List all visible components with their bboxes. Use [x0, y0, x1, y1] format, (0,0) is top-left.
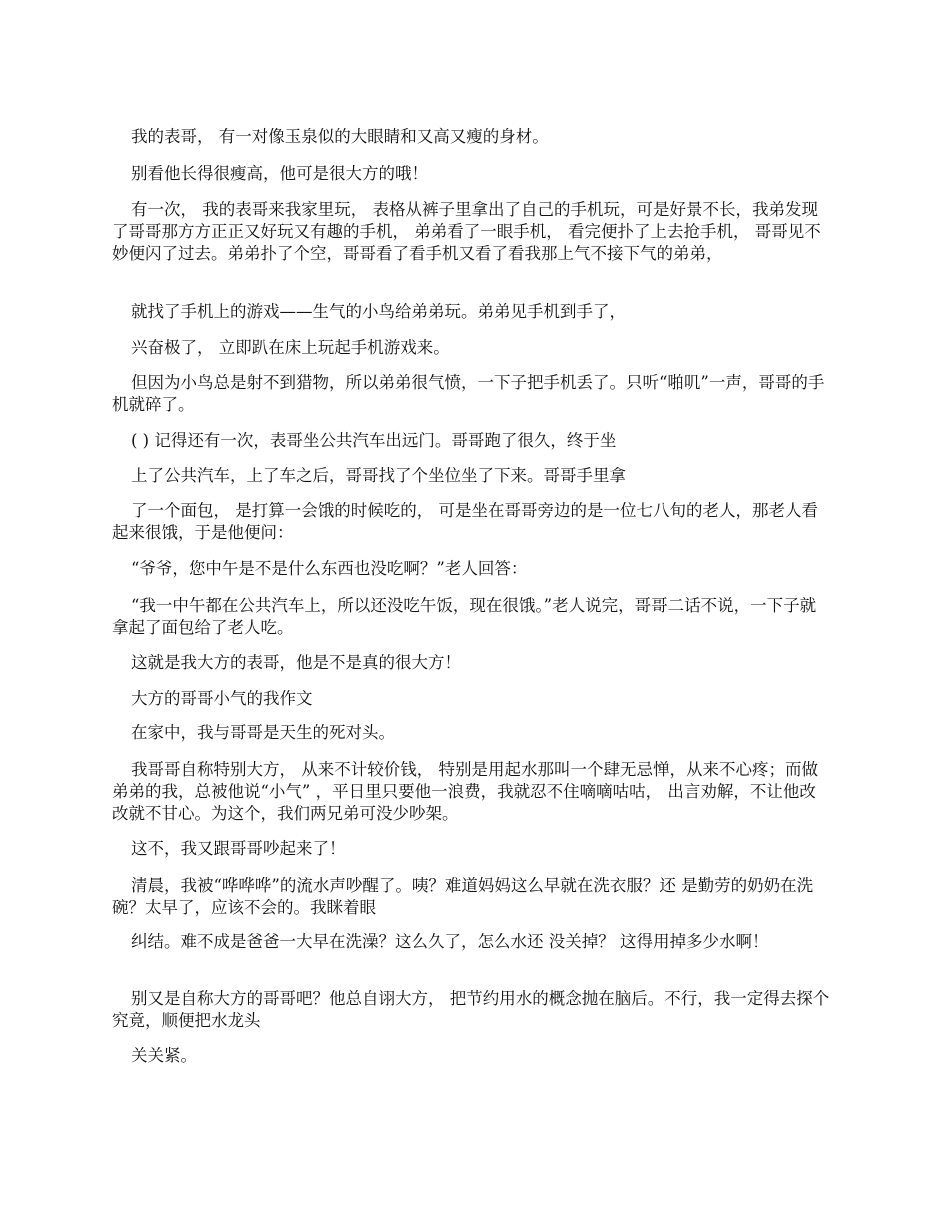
paragraph-10: “爷爷，您中午是不是什么东西也没吃啊？”老人回答：	[131, 559, 528, 578]
paragraph-20: 关关紧。	[131, 1046, 197, 1065]
paragraph-5: 兴奋极了， 立即趴在床上玩起手机游戏来。	[131, 338, 450, 357]
paragraph-6: 但因为小鸟总是射不到猎物，所以弟弟很气愤，一下子把手机丢了。只听“啪叽”一声，哥哥的手机就碎了。	[112, 373, 825, 414]
paragraph-4: 就找了手机上的游戏——生气的小鸟给弟弟玩。弟弟见手机到手了，	[131, 302, 626, 321]
paragraph-3: 有一次， 我的表哥来我家里玩， 表格从裤子里拿出了自己的手机玩，可是好景不长，我弟发现了哥哥那方方正正又好玩又有趣的手机， 弟弟看了一眼手机， 看完便扑了上去抢手机， 哥哥见不妙便闪了过去。弟弟扑了个空，哥哥看了看手机又看了看我那上气不接下气的弟弟，	[112, 200, 821, 263]
paragraph-2: 别看他长得很瘦高，他可是很大方的哦！	[131, 164, 428, 183]
paragraph-7: ( ) 记得还有一次，表哥坐公共汽车出远门。哥哥跑了很久，终于坐	[131, 431, 617, 450]
paragraph-16: 这不，我又跟哥哥吵起来了！	[131, 839, 346, 858]
paragraph-18: 纠结。难不成是爸爸一大早在洗澡？这么久了，怎么水还 没关掉？ 这得用掉多少水啊！	[131, 932, 769, 951]
paragraph-17: 清晨，我被“哗哗哗”的流水声吵醒了。咦？难道妈妈这么早就在洗衣服？还 是勤劳的奶奶在洗碗？太早了，应该不会的。我眯着眼	[112, 876, 814, 917]
paragraph-12: 这就是我大方的表哥，他是不是真的很大方！	[131, 653, 461, 672]
paragraph-1: 我的表哥， 有一对像玉泉似的大眼睛和又高又瘦的身材。	[131, 127, 549, 146]
paragraph-9: 了一个面包， 是打算一会饿的时候吃的， 可是坐在哥哥旁边的是一位七八旬的老人，那老人看起来很饿，于是他便问：	[112, 501, 818, 542]
paragraph-15: 我哥哥自称特别大方， 从来不计较价钱， 特别是用起水那叫一个肆无忌惮，从来不心疼；而做弟弟的我，总被他说“小气” ，平日里只要他一浪费，我就忍不住嘀嘀咕咕， 出言劝解，不让他改改就不甘心。为这个，我们两兄弟可没少吵架。	[112, 760, 818, 823]
paragraph-19: 别又是自称大方的哥哥吧？他总自诩大方， 把节约用水的概念抛在脑后。不行，我一定得去探个究竟，顺便把水龙头	[112, 989, 830, 1030]
paragraph-14: 在家中，我与哥哥是天生的死对头。	[131, 723, 395, 742]
paragraph-13-heading: 大方的哥哥小气的我作文	[131, 689, 313, 708]
paragraph-11: “我一中午都在公共汽车上，所以还没吃午饭，现在很饿。”老人说完，哥哥二话不说，一下子就拿起了面包给了老人吃。	[112, 596, 817, 637]
paragraph-8: 上了公共汽车，上了车之后，哥哥找了个坐位坐了下来。哥哥手里拿	[131, 466, 626, 485]
